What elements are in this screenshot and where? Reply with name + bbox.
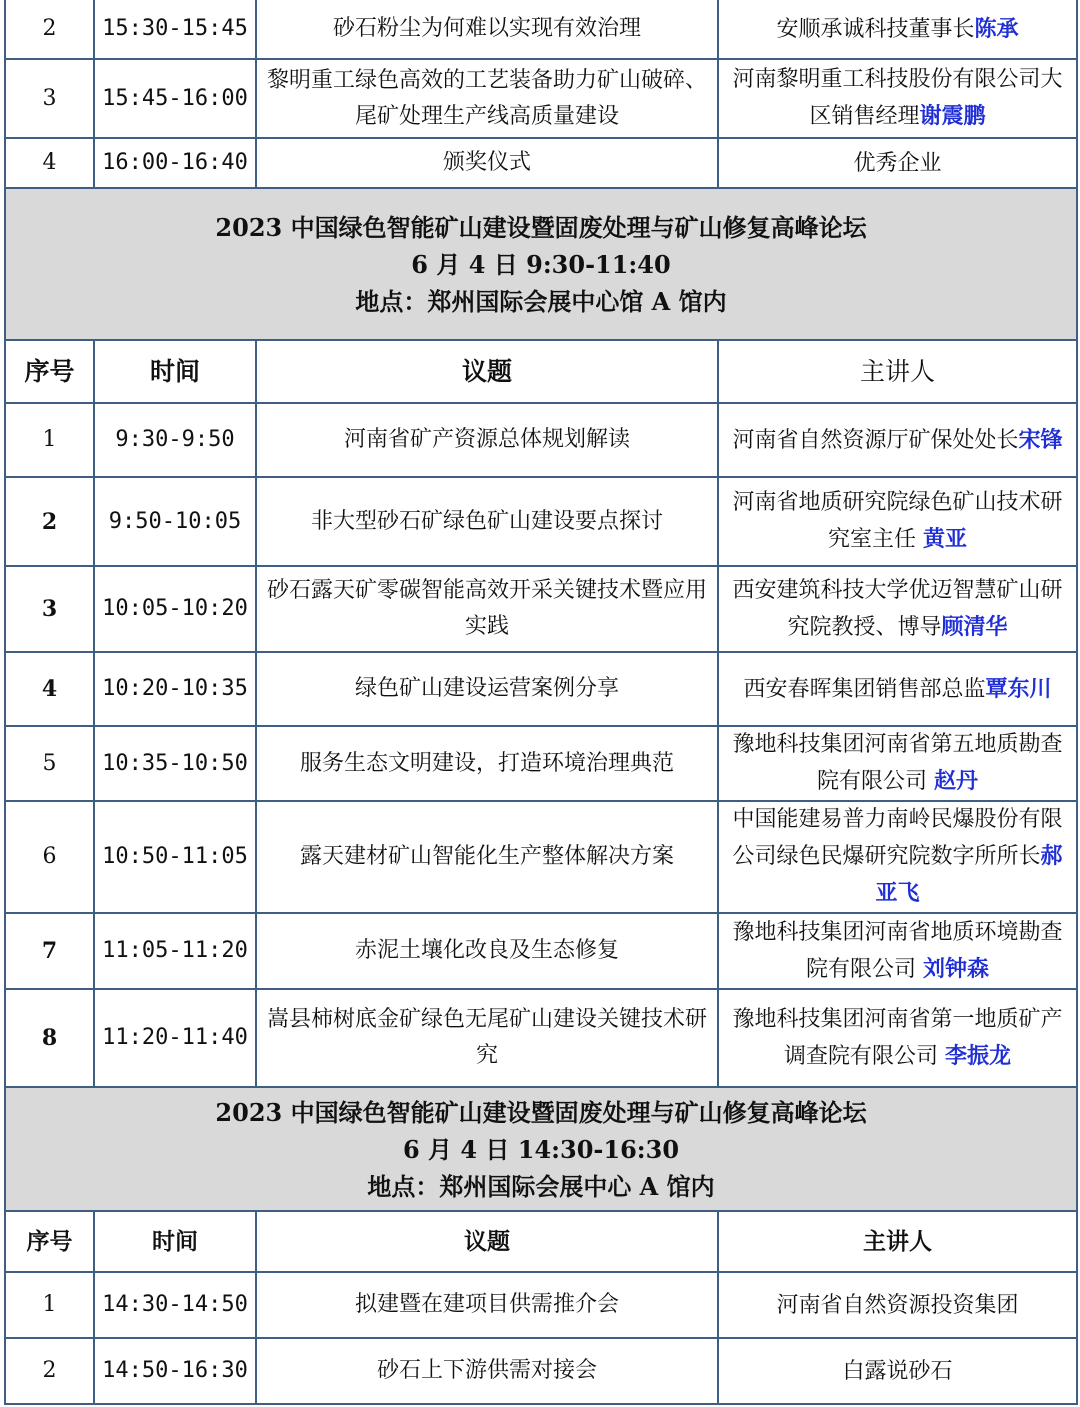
- row-speaker: [718, 652, 1077, 726]
- speaker-title: 优秀企业: [853, 150, 942, 176]
- row-speaker: [718, 726, 1077, 801]
- row-topic: 砂石粉尘为何难以实现有效治理: [256, 0, 718, 59]
- speaker-name: 黄亚: [922, 526, 967, 552]
- row-number: 3: [5, 59, 94, 138]
- speaker-name: 谢震鹏: [919, 103, 986, 129]
- speaker-name: 赵丹: [933, 768, 978, 794]
- row-number: 4: [5, 138, 94, 188]
- speaker-name: 覃东川: [985, 675, 1052, 702]
- speaker-title: 白露说砂石: [842, 1358, 953, 1384]
- row-topic: 嵩县柿树底金矿绿色无尾矿山建设关键技术研究: [256, 989, 718, 1087]
- row-number: 5: [5, 726, 94, 801]
- section-date: 6 月 4 日 14:30-16:30: [402, 1134, 680, 1164]
- header-topic: 议题: [256, 340, 718, 403]
- table-row: [5, 1338, 1077, 1404]
- row-time: 11:05-11:20: [94, 913, 256, 989]
- speaker-title: 豫地科技集团河南省第一地质矿产调查院有限公司: [732, 1006, 1063, 1069]
- row-time: 11:20-11:40: [94, 989, 256, 1087]
- row-topic: 赤泥土壤化改良及生态修复: [256, 913, 718, 989]
- speaker-name: 宋锋: [1018, 426, 1063, 453]
- speaker-name: 顾清华: [941, 613, 1008, 640]
- header-topic: 议题: [256, 1211, 718, 1272]
- table-row: [5, 566, 1077, 652]
- row-speaker: [718, 989, 1077, 1087]
- speaker-name: 李振龙: [944, 1042, 1011, 1069]
- row-time: 9:50-10:05: [94, 477, 256, 566]
- row-speaker: [718, 59, 1077, 138]
- section-title: 2023 中国绿色智能矿山建设暨固废处理与矿山修复高峰论坛: [215, 1097, 867, 1127]
- section-banner-cell: [5, 1087, 1077, 1211]
- speaker-title: 西安春晖集团销售部总监: [743, 676, 986, 702]
- speaker-title: 西安建筑科技大学优迈智慧矿山研究院教授、博导: [732, 577, 1063, 640]
- speaker-name: 郝亚飞: [875, 843, 1063, 906]
- header-time: 时间: [94, 1211, 256, 1272]
- speaker-title: 安顺承诚科技董事长: [776, 16, 975, 42]
- row-speaker: [718, 138, 1077, 188]
- table-row: [5, 138, 1077, 188]
- row-number: 8: [5, 989, 94, 1087]
- row-time: 9:30-9:50: [94, 403, 256, 477]
- section-banner-cell: [5, 188, 1077, 340]
- speaker-title: 河南省自然资源投资集团: [776, 1292, 1019, 1318]
- table-row: [5, 1272, 1077, 1338]
- table-row: [5, 403, 1077, 477]
- row-speaker: [718, 566, 1077, 652]
- row-number: 4: [5, 652, 94, 726]
- row-topic: 露天建材矿山智能化生产整体解决方案: [256, 801, 718, 913]
- row-topic: 绿色矿山建设运营案例分享: [256, 652, 718, 726]
- row-time: 10:50-11:05: [94, 801, 256, 913]
- row-topic: 服务生态文明建设，打造环境治理典范: [256, 726, 718, 801]
- row-topic: 黎明重工绿色高效的工艺装备助力矿山破碎、尾矿处理生产线高质量建设: [256, 59, 718, 138]
- row-number: 1: [5, 1272, 94, 1338]
- row-number: 6: [5, 801, 94, 913]
- table-row: [5, 477, 1077, 566]
- row-number: 3: [5, 566, 94, 652]
- speaker-name: 刘钟森: [922, 955, 989, 982]
- row-topic: 砂石上下游供需对接会: [256, 1338, 718, 1404]
- speaker-title: 豫地科技集团河南省第五地质勘查院有限公司: [732, 732, 1063, 794]
- section-banner: [5, 1087, 1077, 1211]
- table-row: [5, 913, 1077, 989]
- row-speaker: [718, 913, 1077, 989]
- section-location: 地点：郑州国际会展中心 A 馆内: [367, 1171, 715, 1201]
- row-topic: 非大型砂石矿绿色矿山建设要点探讨: [256, 477, 718, 566]
- row-number: 2: [5, 477, 94, 566]
- row-number: 2: [5, 0, 94, 59]
- table-row: [5, 59, 1077, 138]
- header-speaker: 主讲人: [718, 1211, 1077, 1272]
- speaker-name: 陈承: [974, 15, 1019, 42]
- row-time: 10:35-10:50: [94, 726, 256, 801]
- table-row: [5, 726, 1077, 801]
- table-header-row: [5, 340, 1077, 403]
- row-number: 1: [5, 403, 94, 477]
- row-time: 10:05-10:20: [94, 566, 256, 652]
- speaker-title: 豫地科技集团河南省地质环境勘查院有限公司: [732, 919, 1063, 982]
- row-time: 14:30-14:50: [94, 1272, 256, 1338]
- table-row: [5, 652, 1077, 726]
- row-speaker: [718, 403, 1077, 477]
- table-row: [5, 989, 1077, 1087]
- table-row: [5, 0, 1077, 59]
- row-speaker: [718, 1272, 1077, 1338]
- speaker-title: 河南省地质研究院绿色矿山技术研究室主任: [732, 490, 1063, 552]
- row-topic: 颁奖仪式: [256, 138, 718, 188]
- row-speaker: [718, 1338, 1077, 1404]
- header-time: 时间: [94, 340, 256, 403]
- section-title: 2023 中国绿色智能矿山建设暨固废处理与矿山修复高峰论坛: [215, 212, 867, 242]
- row-topic: 河南省矿产资源总体规划解读: [256, 403, 718, 477]
- row-number: 7: [5, 913, 94, 989]
- row-time: 16:00-16:40: [94, 138, 256, 188]
- row-time: 15:45-16:00: [94, 59, 256, 138]
- speaker-title: 河南省自然资源厅矿保处处长: [732, 427, 1019, 453]
- section-banner: [5, 188, 1077, 340]
- header-number: 序号: [5, 340, 94, 403]
- speaker-title: 中国能建易普力南岭民爆股份有限公司绿色民爆研究院数字所所长: [732, 807, 1063, 869]
- row-time: 14:50-16:30: [94, 1338, 256, 1404]
- row-time: 10:20-10:35: [94, 652, 256, 726]
- speaker-title: 河南黎明重工科技股份有限公司大区销售经理: [732, 67, 1063, 129]
- section-location: 地点：郑州国际会展中心馆 A 馆内: [355, 286, 727, 316]
- header-speaker: 主讲人: [718, 340, 1077, 403]
- agenda-table: [4, 0, 1078, 1405]
- row-speaker: [718, 801, 1077, 913]
- row-time: 15:30-15:45: [94, 0, 256, 59]
- table-row: [5, 801, 1077, 913]
- row-speaker: [718, 477, 1077, 566]
- row-speaker: [718, 0, 1077, 59]
- table-header-row: [5, 1211, 1077, 1272]
- row-topic: 拟建暨在建项目供需推介会: [256, 1272, 718, 1338]
- header-number: 序号: [5, 1211, 94, 1272]
- row-topic: 砂石露天矿零碳智能高效开采关键技术暨应用实践: [256, 566, 718, 652]
- section-date: 6 月 4 日 9:30-11:40: [411, 249, 671, 279]
- row-number: 2: [5, 1338, 94, 1404]
